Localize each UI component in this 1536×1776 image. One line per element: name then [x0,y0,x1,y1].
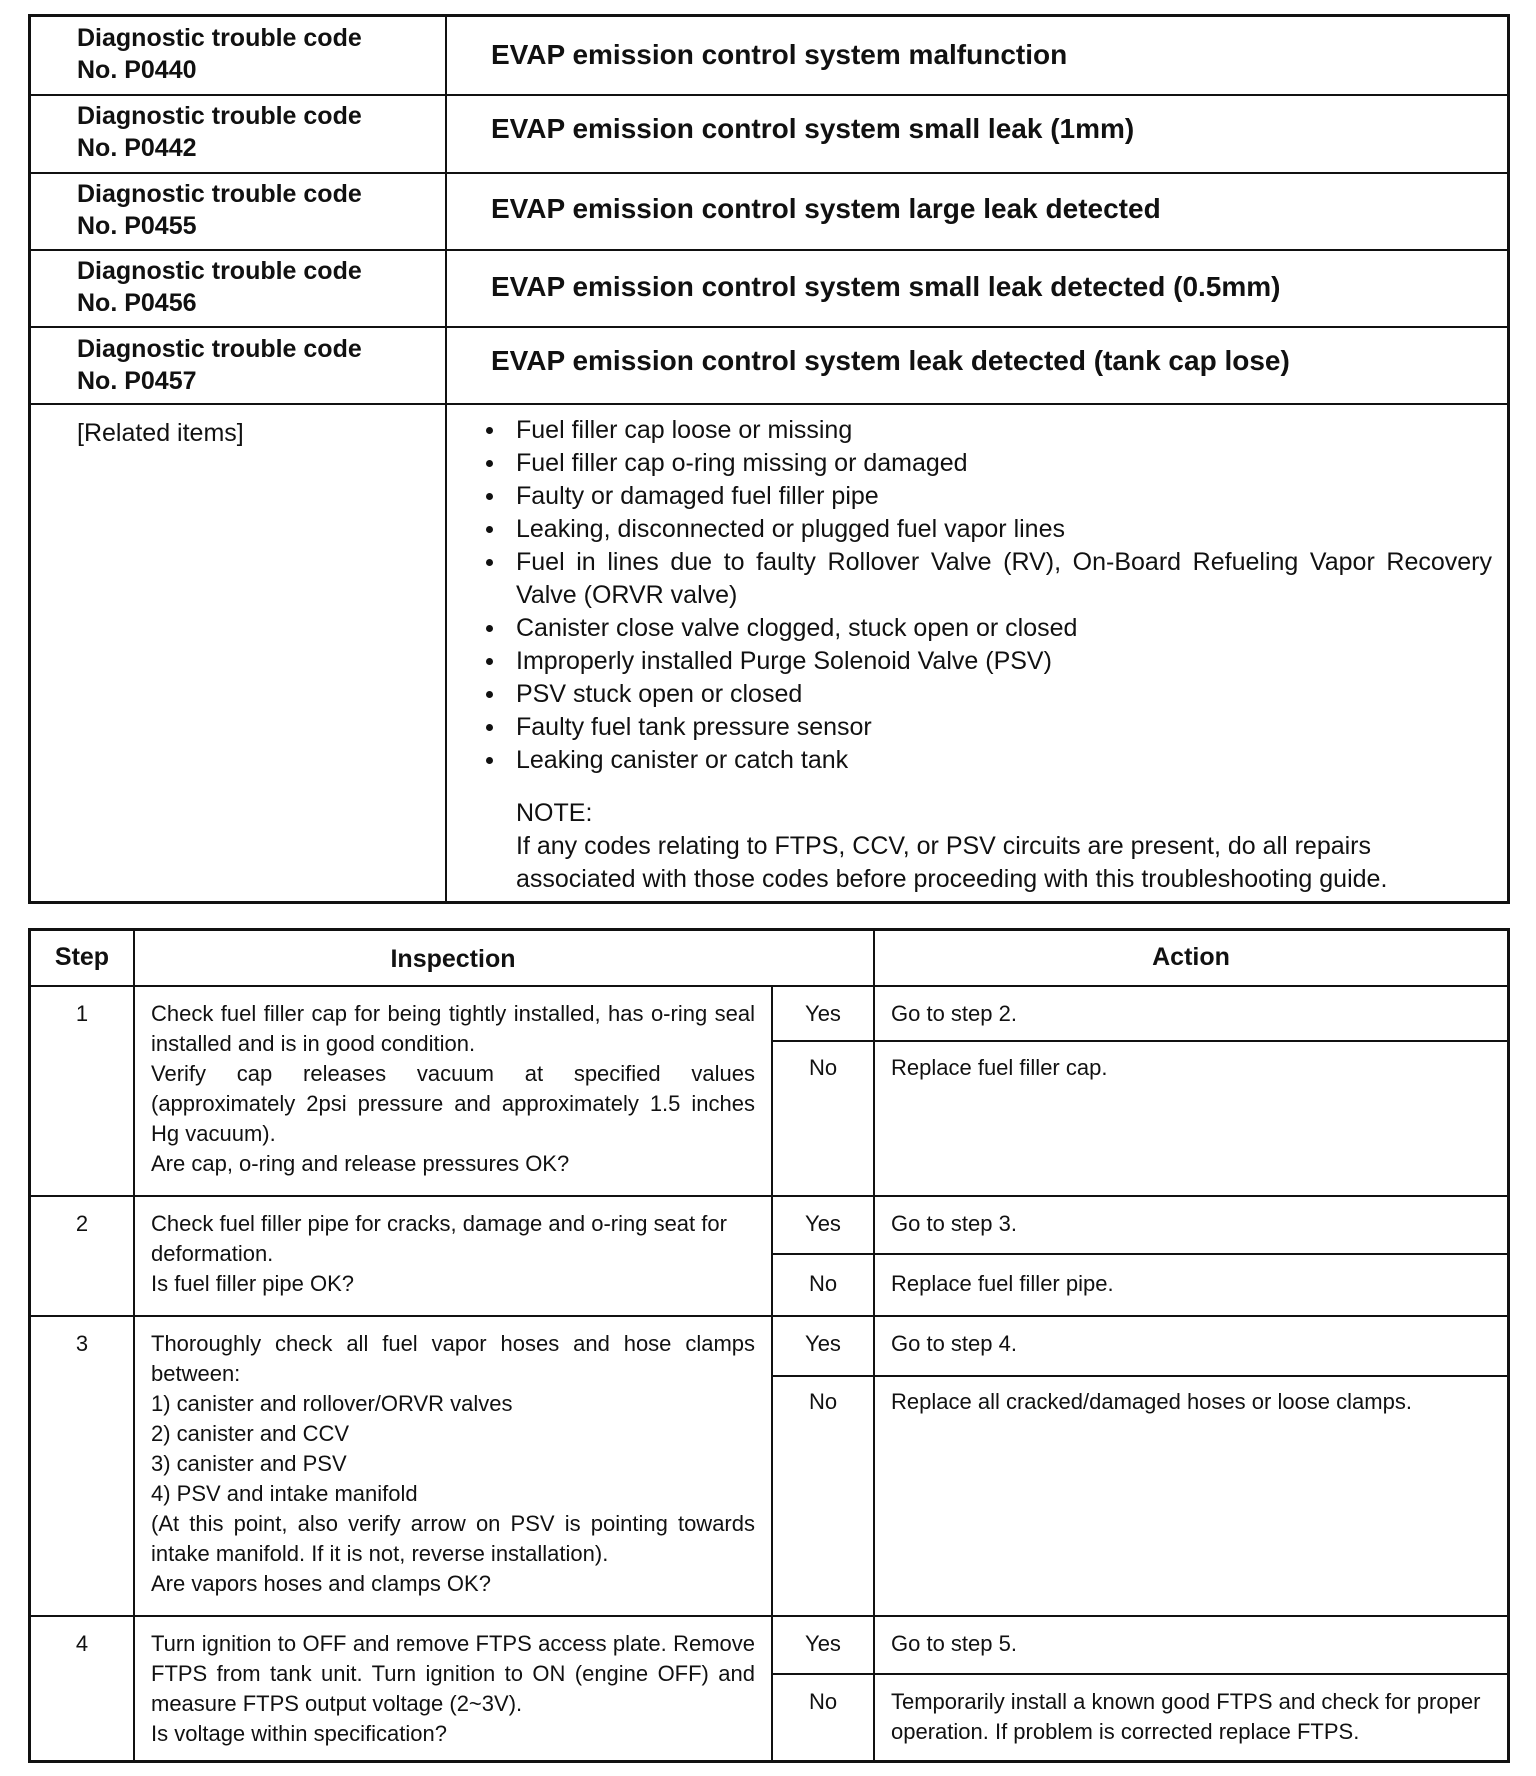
dtc-title: EVAP emission control system large leak detected [491,193,1161,224]
inspection-line: Thoroughly check all fuel vapor hoses and hose clamps between: [151,1331,755,1386]
dtc-code-number: No. P0456 [77,289,197,317]
yes-action: Go to step 3. [891,1211,1017,1236]
dtc-title: EVAP emission control system small leak (1mm) [491,113,1135,144]
inspection-text [151,1629,755,1749]
dtc-code-label [77,178,362,242]
inspection-line: 3) canister and PSV [151,1451,347,1476]
header-inspection: Inspection [390,945,516,973]
yes-label: Yes [805,1631,841,1656]
list-item: PSV stuck open or closed [482,678,1492,711]
note-text: If any codes relating to FTPS, CCV, or PSV circuits are present, do all repairs associated with those codes before proceeding with this troubleshooting guide. [516,832,1388,893]
yes-label: Yes [805,1331,841,1356]
inspection-line: Verify cap releases vacuum at specified values (approximately 2psi pressure and approximately 1.5 inches Hg vacuum). [151,1061,755,1146]
related-items-label: [Related items] [77,419,244,447]
dtc-title: EVAP emission control system leak detected (tank cap lose) [491,345,1290,376]
step-number: 2 [75,1211,89,1236]
related-items-list [482,414,1492,777]
step-number: 3 [75,1331,89,1356]
dtc-code-label [77,255,362,319]
row-divider [31,1315,1507,1317]
column-divider [133,931,135,1760]
yes-label: Yes [805,1001,841,1026]
row-divider [31,94,1507,96]
row-divider [31,1195,1507,1197]
row-divider [31,172,1507,174]
note-label: NOTE: [516,799,593,827]
dtc-title: EVAP emission control system small leak detected (0.5mm) [491,271,1281,302]
no-action: Replace all cracked/damaged hoses or loose clamps. [891,1389,1412,1414]
column-divider [445,17,447,901]
row-divider [31,326,1507,328]
list-item: Leaking canister or catch tank [482,744,1492,777]
inspection-line: 4) PSV and intake manifold [151,1481,418,1506]
list-item: Improperly installed Purge Solenoid Valve (PSV) [482,645,1492,678]
step-number: 1 [75,1001,89,1026]
inspection-line: Is voltage within specification? [151,1721,447,1746]
dtc-title: EVAP emission control system malfunction [491,39,1068,70]
inspection-line: Check fuel filler pipe for cracks, damage and o-ring seat for deformation. [151,1211,727,1266]
row-divider [31,249,1507,251]
steps-table [28,928,1510,1763]
step-number: 4 [75,1631,89,1656]
row-divider [31,403,1507,405]
inspection-line: 2) canister and CCV [151,1421,350,1446]
dtc-label-line: Diagnostic trouble code [77,257,362,285]
column-divider [873,931,875,1760]
dtc-code-label [77,22,362,86]
list-item: Leaking, disconnected or plugged fuel vapor lines [482,513,1492,546]
no-label: No [808,1389,838,1414]
dtc-code-number: No. P0442 [77,134,197,162]
inspection-line: Are cap, o-ring and release pressures OK? [151,1151,570,1176]
no-label: No [808,1689,838,1714]
yes-label: Yes [805,1211,841,1236]
header-divider [31,985,1507,987]
dtc-code-number: No. P0457 [77,367,197,395]
dtc-code-label [77,333,362,397]
dtc-code-label [77,100,362,164]
list-item: Fuel in lines due to faulty Rollover Valve (RV), On-Board Refueling Vapor Recovery Valve (ORVR valve) [482,546,1492,612]
inspection-text [151,1209,755,1299]
yes-action: Go to step 2. [891,1001,1017,1026]
yes-no-divider [771,1253,1507,1255]
header-step: Step [54,943,110,971]
no-label: No [808,1271,838,1296]
list-item: Fuel filler cap o-ring missing or damaged [482,447,1492,480]
yes-no-divider [771,1375,1507,1377]
inspection-line: Check fuel filler cap for being tightly installed, has o-ring seal installed and is in good condition. [151,1001,755,1056]
dtc-code-number: No. P0455 [77,212,197,240]
header-action: Action [1152,943,1230,971]
no-action: Replace fuel filler pipe. [891,1271,1114,1296]
dtc-label-line: Diagnostic trouble code [77,335,362,363]
list-item: Canister close valve clogged, stuck open or closed [482,612,1492,645]
note-block [516,797,1496,896]
yes-no-divider [771,1673,1507,1675]
list-item: Fuel filler cap loose or missing [482,414,1492,447]
inspection-line: Turn ignition to OFF and remove FTPS access plate. Remove FTPS from tank unit. Turn ignition to ON (engine OFF) and measure FTPS output voltage (2~3V). [151,1631,755,1716]
dtc-code-number: No. P0440 [77,56,197,84]
no-action: Temporarily install a known good FTPS and check for proper operation. If problem is corrected replace FTPS. [891,1689,1481,1744]
yes-action: Go to step 5. [891,1631,1017,1656]
inspection-line: Are vapors hoses and clamps OK? [151,1571,491,1596]
inspection-line: Is fuel filler pipe OK? [151,1271,354,1296]
list-item: Faulty fuel tank pressure sensor [482,711,1492,744]
yes-action: Go to step 4. [891,1331,1017,1356]
no-action: Replace fuel filler cap. [891,1055,1108,1080]
dtc-table [28,14,1510,904]
inspection-text [151,999,755,1179]
inspection-line: 1) canister and rollover/ORVR valves [151,1391,513,1416]
inspection-line: (At this point, also verify arrow on PSV is pointing towards intake manifold. If it is not, reverse installation). [151,1511,755,1566]
dtc-label-line: Diagnostic trouble code [77,180,362,208]
dtc-label-line: Diagnostic trouble code [77,102,362,130]
inspection-text [151,1329,755,1599]
no-label: No [808,1055,838,1080]
yes-no-divider [771,1040,1507,1042]
list-item: Faulty or damaged fuel filler pipe [482,480,1492,513]
row-divider [31,1615,1507,1617]
dtc-label-line: Diagnostic trouble code [77,24,362,52]
